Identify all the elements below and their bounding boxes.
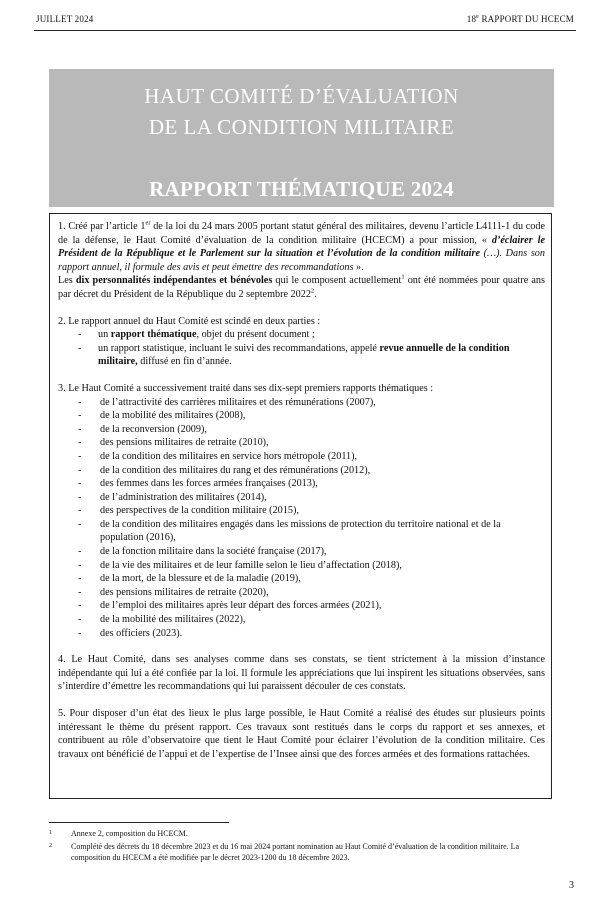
banner-title-line-1: HAUT COMITÉ D’ÉVALUATION — [144, 84, 459, 108]
section-1-members — [58, 274, 545, 301]
running-header-date: JUILLET 2024 — [36, 14, 94, 24]
header-divider — [34, 30, 576, 31]
list-item: - de l’administration des militaires (2014), — [58, 491, 545, 505]
list-item: - de la mobilité des militaires (2008), — [58, 409, 545, 423]
s1-text-e: ». — [353, 261, 364, 273]
footnote-ref-1[interactable]: 1 — [401, 273, 405, 281]
section-4: 4. Le Haut Comité, dans ses analyses comme dans ses constats, se tient strictement à la mission d’instance indépendante qui lui a été confiée par la loi. Il formule les appréciations que lui inspirent les situations observées, sans s’interdire d’émettre les recommandations qui lui paraissent découler de ces constats. — [58, 654, 545, 693]
title-banner — [49, 69, 554, 207]
footnote-2 — [49, 841, 554, 863]
header-ordinal-suffix: e — [476, 14, 480, 20]
list-item: - un rapport thématique, objet du présent document ; — [58, 328, 545, 342]
list-item: - de la mort, de la blessure et de la maladie (2019), — [58, 572, 545, 586]
s1-text-h: qui le composent actuellement — [272, 275, 402, 287]
banner-subtitle: RAPPORT THÉMATIQUE 2024 — [149, 177, 454, 201]
list-item: - des officiers (2023). — [58, 627, 545, 641]
list-item: - de la vie des militaires et de leur famille selon le lieu d’affectation (2018), — [58, 559, 545, 573]
intro-box — [49, 213, 552, 799]
list-item: - de la condition des militaires engagés dans les missions de protection du territoire national et de la population (2016), — [58, 518, 545, 545]
section-5: 5. Pour disposer d’un état des lieux le plus large possible, le Haut Comité a réalisé des études sur plusieurs points intéressant le thème du présent rapport. Ces travaux sont restitués dans le corps du rapport et ses annexes, et contribuent au rôle d’observatoire que tient le Haut Comité pour éclairer l’évolution de la condition militaire. Ces travaux ont bénéficié de l’appui et de l’expertise de l’Insee ainsi que des forces armées et des formations rattachées. — [58, 708, 545, 760]
footnote-divider — [49, 822, 229, 823]
list-item: - de la condition des militaires en service hors métropole (2011), — [58, 450, 545, 464]
footnote-1 — [49, 828, 554, 839]
footnote-number: 2 — [49, 843, 52, 849]
s1-members-bold: dix personnalités indépendantes et bénévoles — [75, 275, 273, 287]
header-report-label: RAPPORT DU HCECM — [479, 14, 574, 24]
footnote-number: 1 — [49, 830, 52, 836]
list-item: - de la reconversion (2009), — [58, 423, 545, 437]
list-item: - des perspectives de la condition militaire (2015), — [58, 504, 545, 518]
banner-title-line-2: DE LA CONDITION MILITAIRE — [148, 115, 455, 139]
footnote-ref-2[interactable]: 2 — [310, 287, 315, 295]
s1-text-i: ont été nommées pour quatre ans par décret du Président de la République du 2 septembre 2022 — [58, 275, 545, 300]
s1-mission-quote-cont: (…). Dans son rapport annuel, il formule des avis et peut émettre des recommandations — [58, 248, 545, 273]
list-item: - des pensions militaires de retraite (2020), — [58, 586, 545, 600]
header-report-number: 18 — [466, 14, 477, 24]
list-item: - un rapport statistique, incluant le suivi des recommandations, appelé revue annuelle de la condition militaire, diffusé en fin d’année. — [58, 342, 545, 369]
list-item: - des pensions militaires de retraite (2010), — [58, 436, 545, 450]
list-item: - de la mobilité des militaires (2022), — [58, 613, 545, 627]
s1-text-b: de la loi du 24 mars 2005 portant statut général des militaires, devenu l’article L4111-1 du code de la défense, le Haut Comité d’évaluation de la condition militaire (HCECM) a pour mission, « — [58, 221, 545, 246]
page-number: 3 — [569, 880, 574, 891]
footnote-text: Annexe 2, composition du HCECM. — [71, 829, 188, 838]
s1-text-a: 1. Créé par l’article 1 — [58, 221, 146, 232]
list-item: - de l’attractivité des carrières militaires et des rémunérations (2007), — [58, 396, 545, 410]
section-2-list — [58, 328, 545, 369]
list-item: - de la fonction militaire dans la société française (2017), — [58, 545, 545, 559]
s1-text-f: Les — [58, 275, 76, 287]
section-3-list — [58, 396, 545, 641]
footnotes — [49, 828, 554, 865]
section-2-intro: 2. Le rapport annuel du Haut Comité est scindé en deux parties : — [58, 315, 321, 327]
s1-mission-quote: d’éclairer le Président de la République et le Parlement sur la situation et l’évolution de la condition militaire — [58, 234, 545, 260]
list-item: - de la condition des militaires du rang et des rémunérations (2012), — [58, 464, 545, 478]
footnote-text: Complété des décrets du 18 décembre 2023 et du 16 mai 2024 portant nomination au Haut Comité d’évaluation de la condition militaire. La composition du HCECM a été modifiée par le décret 2023-1200 du 18 décembre 2023. — [71, 842, 520, 862]
s1-sup-er: er — [145, 219, 151, 227]
list-item: - de l’emploi des militaires après leur départ des forces armées (2021), — [58, 599, 545, 613]
section-1 — [58, 220, 545, 274]
running-header-title — [467, 14, 574, 24]
list-item: - des femmes dans les forces armées françaises (2013), — [58, 477, 545, 491]
s1-text-j: . — [314, 288, 317, 300]
section-3-intro: 3. Le Haut Comité a successivement traité dans ses dix-sept premiers rapports thématiques : — [58, 382, 434, 394]
